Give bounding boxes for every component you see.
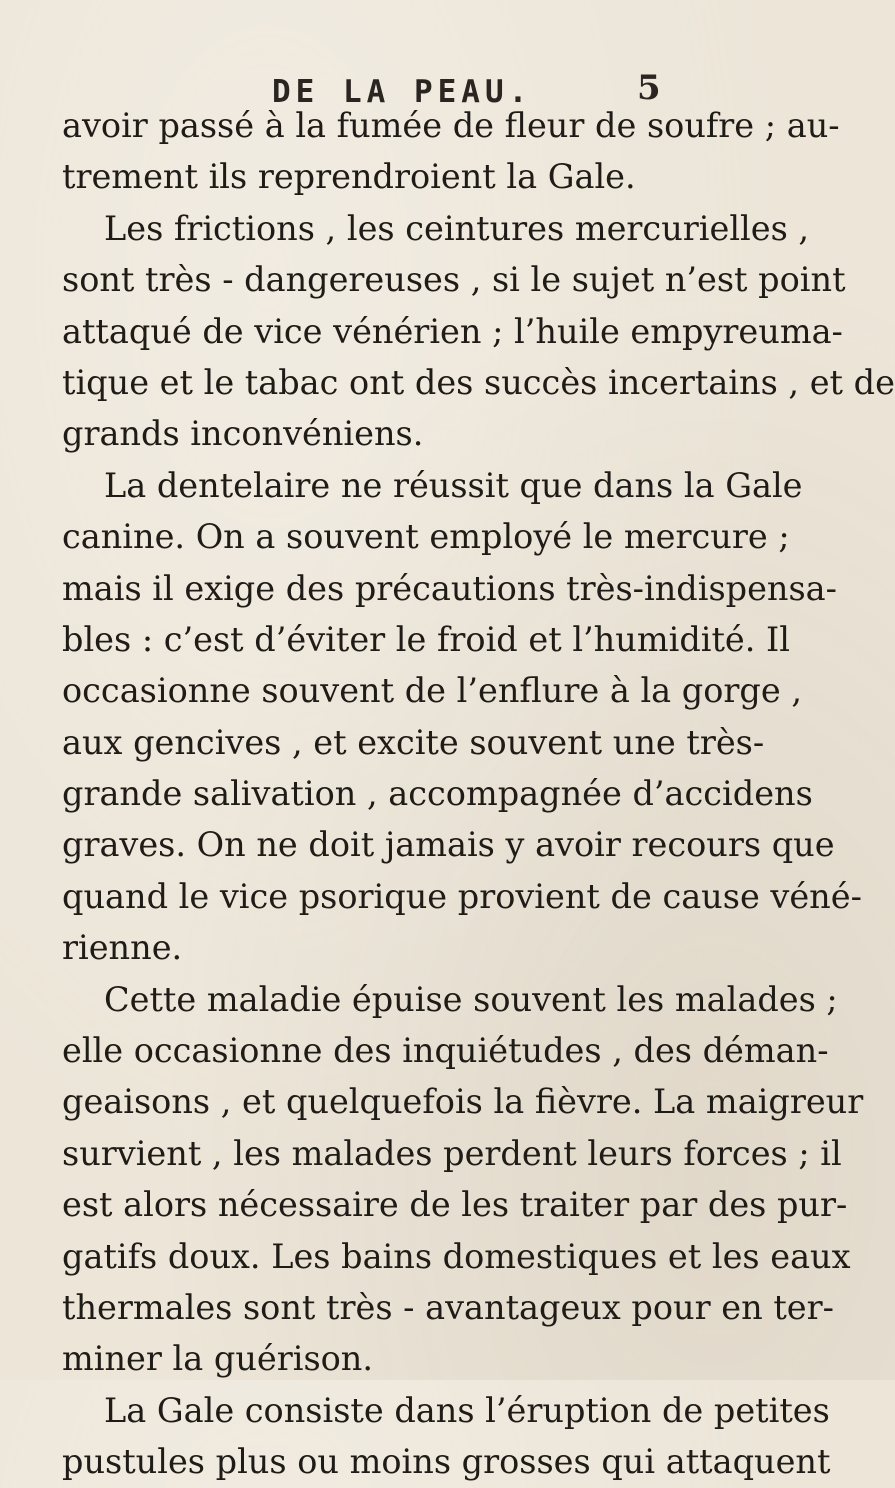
text-line: sont très - dangereuses , si le sujet n’est point	[62, 260, 846, 300]
text-line: thermales sont très - avantageux pour en ter-	[62, 1287, 834, 1327]
text-line: bles : c’est d’éviter le froid et l’humidité. Il	[62, 619, 791, 659]
text-line: graves. On ne doit jamais y avoir recours que	[62, 825, 835, 865]
text-line: tique et le tabac ont des succès incertains , et de	[62, 362, 895, 402]
text-line: elle occasionne des inquiétudes , des déman-	[62, 1031, 829, 1071]
body-text	[62, 100, 895, 1488]
text-line: est alors nécessaire de les traiter par des pur-	[62, 1185, 848, 1225]
text-line: survient , les malades perdent leurs forces ; il	[62, 1133, 842, 1173]
text-line: La dentelaire ne réussit que dans la Gale	[104, 465, 803, 505]
text-line: trement ils reprendroient la Gale.	[62, 157, 636, 197]
text-line: occasionne souvent de l’enflure à la gorge ,	[62, 671, 802, 711]
text-line: attaqué de vice vénérien ; l’huile empyreuma-	[62, 311, 843, 351]
text-line: aux gencives , et excite souvent une très-	[62, 722, 765, 762]
text-line: miner la guérison.	[62, 1339, 374, 1379]
running-title: DE LA PEAU.	[272, 74, 533, 110]
text-line: gatifs doux. Les bains domestiques et les eaux	[62, 1236, 851, 1276]
text-line: Les frictions , les ceintures mercurielles ,	[104, 208, 810, 248]
text-line: La Gale consiste dans l’éruption de petites	[104, 1390, 830, 1430]
text-line: grande salivation , accompagnée d’accidens	[62, 774, 813, 814]
text-line: canine. On a souvent employé le mercure ;	[62, 517, 790, 557]
text-line: mais il exige des précautions très-indispensa-	[62, 568, 837, 608]
text-line: geaisons , et quelquefois la fièvre. La maigreur	[62, 1082, 864, 1122]
text-line: Cette maladie épuise souvent les malades ;	[104, 979, 838, 1019]
text-line: avoir passé à la fumée de fleur de soufre ; au-	[62, 106, 840, 145]
page-number: 5	[637, 68, 661, 108]
text-line: rienne.	[62, 928, 183, 968]
text-line: pustules plus ou moins grosses qui attaquent	[62, 1442, 831, 1482]
text-line: grands inconvéniens.	[62, 414, 424, 454]
text-line: quand le vice psorique provient de cause véné-	[62, 876, 862, 916]
